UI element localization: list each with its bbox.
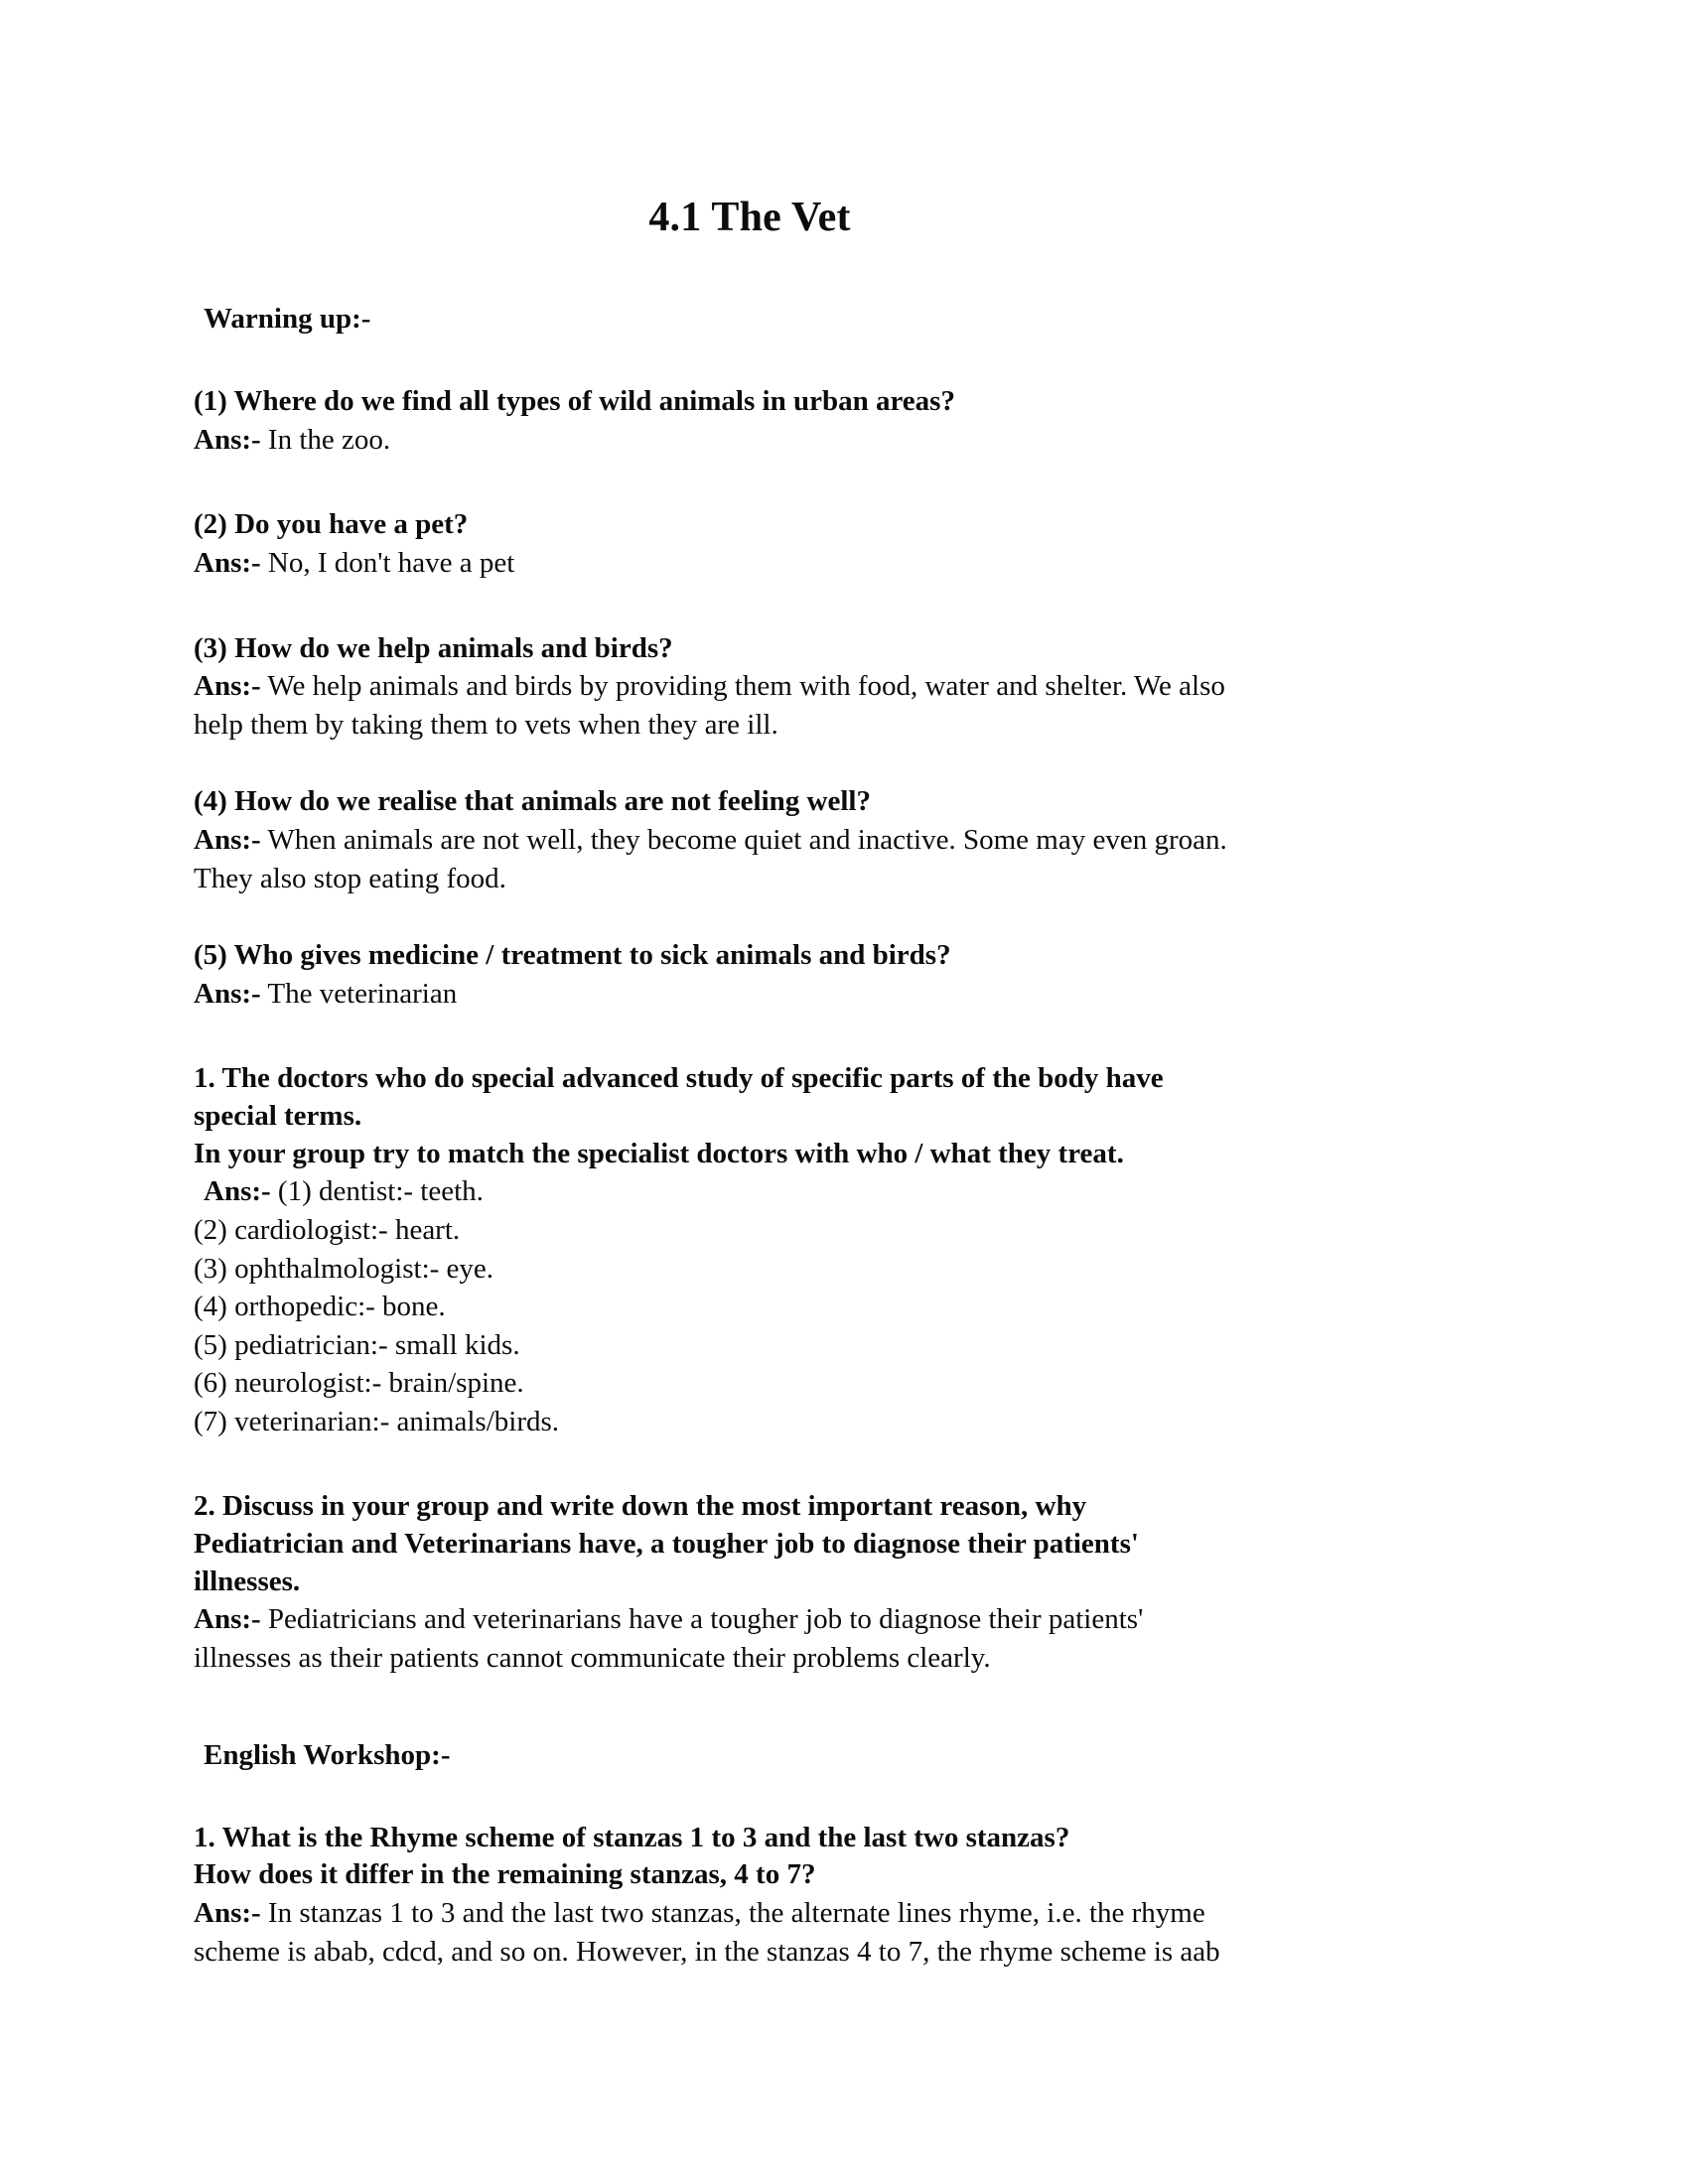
answer-text: [194, 544, 1455, 583]
activity-prompt-line-2: Pediatrician and Veterinarians have, a tougher job to diagnose their patients': [194, 1528, 1139, 1561]
qa-block-warmup-5: [194, 937, 1455, 1013]
activity-prompt-line-1: 1. The doctors who do special advanced study of specific parts of the body have: [194, 1062, 1164, 1095]
answer-prefix: Ans:-: [194, 1896, 261, 1929]
answer-body-line-1: Pediatricians and veterinarians have a tougher job to diagnose their patients': [267, 1603, 1144, 1636]
answer-prefix: Ans:-: [194, 546, 261, 579]
question-text-line-2: How does it differ in the remaining stanzas, 4 to 7?: [194, 1858, 816, 1891]
answer-text: [194, 421, 1455, 460]
workshop-heading: English Workshop:-: [204, 1738, 451, 1771]
question-text: (4) How do we realise that animals are not feeling well?: [194, 785, 871, 818]
qa-block-warmup-4: [194, 783, 1455, 897]
answer-body: The veterinarian: [267, 977, 458, 1010]
answer-text: [194, 821, 1455, 860]
question-text: (1) Where do we find all types of wild animals in urban areas?: [194, 385, 955, 417]
answer-text: [194, 1172, 1455, 1211]
qa-block-warmup-1: [194, 383, 1455, 459]
answer-text: [194, 1600, 1455, 1639]
activity-prompt-line-3: illnesses.: [194, 1565, 301, 1597]
answer-body-line-2: help them by taking them to vets when they are ill.: [194, 708, 778, 741]
question-text-line-1: 1. What is the Rhyme scheme of stanzas 1 to 3 and the last two stanzas?: [194, 1821, 1070, 1853]
answer-prefix: Ans:-: [204, 1175, 271, 1208]
page-title: 4.1 The Vet: [648, 195, 851, 240]
question-text: (5) Who gives medicine / treatment to sick animals and birds?: [194, 939, 951, 972]
activity-prompt-line-2: special terms.: [194, 1100, 362, 1133]
answer-prefix: Ans:-: [194, 670, 261, 703]
activity-prompt-line-1: 2. Discuss in your group and write down the most important reason, why: [194, 1490, 1087, 1523]
question-text: (2) Do you have a pet?: [194, 508, 469, 541]
answer-body-line-2: They also stop eating food.: [194, 862, 506, 894]
activity-block-2: [194, 1488, 1455, 1677]
qa-block-warmup-2: [194, 506, 1455, 582]
list-item: (7) veterinarian:- animals/birds.: [194, 1405, 560, 1437]
warmup-heading: Warning up:-: [204, 303, 371, 335]
answer-text: [194, 667, 1455, 706]
activity-block-1: [194, 1060, 1455, 1440]
answer-prefix: Ans:-: [194, 824, 261, 856]
activity-prompt-line-3: In your group try to match the specialist doctors with who / what they treat.: [194, 1137, 1124, 1169]
answer-body: (1) dentist:- teeth.: [277, 1175, 484, 1208]
list-item: (6) neurologist:- brain/spine.: [194, 1367, 524, 1400]
answer-body-line-2: illnesses as their patients cannot communicate their problems clearly.: [194, 1642, 991, 1674]
answer-text: [194, 1894, 1455, 1933]
answer-text: [194, 975, 1455, 1014]
answer-body-line-1: When animals are not well, they become quiet and inactive. Some may even groan.: [267, 824, 1227, 856]
list-item: (5) pediatrician:- small kids.: [194, 1328, 520, 1361]
list-item: (3) ophthalmologist:- eye.: [194, 1252, 494, 1285]
answer-body-line-2: scheme is abab, cdcd, and so on. However, in the stanzas 4 to 7, the rhyme scheme is aab: [194, 1935, 1220, 1968]
answer-prefix: Ans:-: [194, 977, 261, 1010]
answer-body: No, I don't have a pet: [267, 546, 515, 579]
qa-block-warmup-3: [194, 630, 1455, 745]
answer-prefix: Ans:-: [194, 1603, 261, 1636]
list-item: (4) orthopedic:- bone.: [194, 1291, 446, 1323]
answer-prefix: Ans:-: [194, 423, 261, 456]
document-content: [194, 0, 1455, 1971]
answer-body: In the zoo.: [267, 423, 391, 456]
answer-body-line-1: In stanzas 1 to 3 and the last two stanzas, the alternate lines rhyme, i.e. the rhyme: [267, 1896, 1205, 1929]
question-text: (3) How do we help animals and birds?: [194, 631, 673, 664]
qa-block-workshop-1: [194, 1820, 1455, 1972]
list-item: (2) cardiologist:- heart.: [194, 1214, 461, 1246]
answer-body-line-1: We help animals and birds by providing them with food, water and shelter. We also: [267, 670, 1225, 703]
